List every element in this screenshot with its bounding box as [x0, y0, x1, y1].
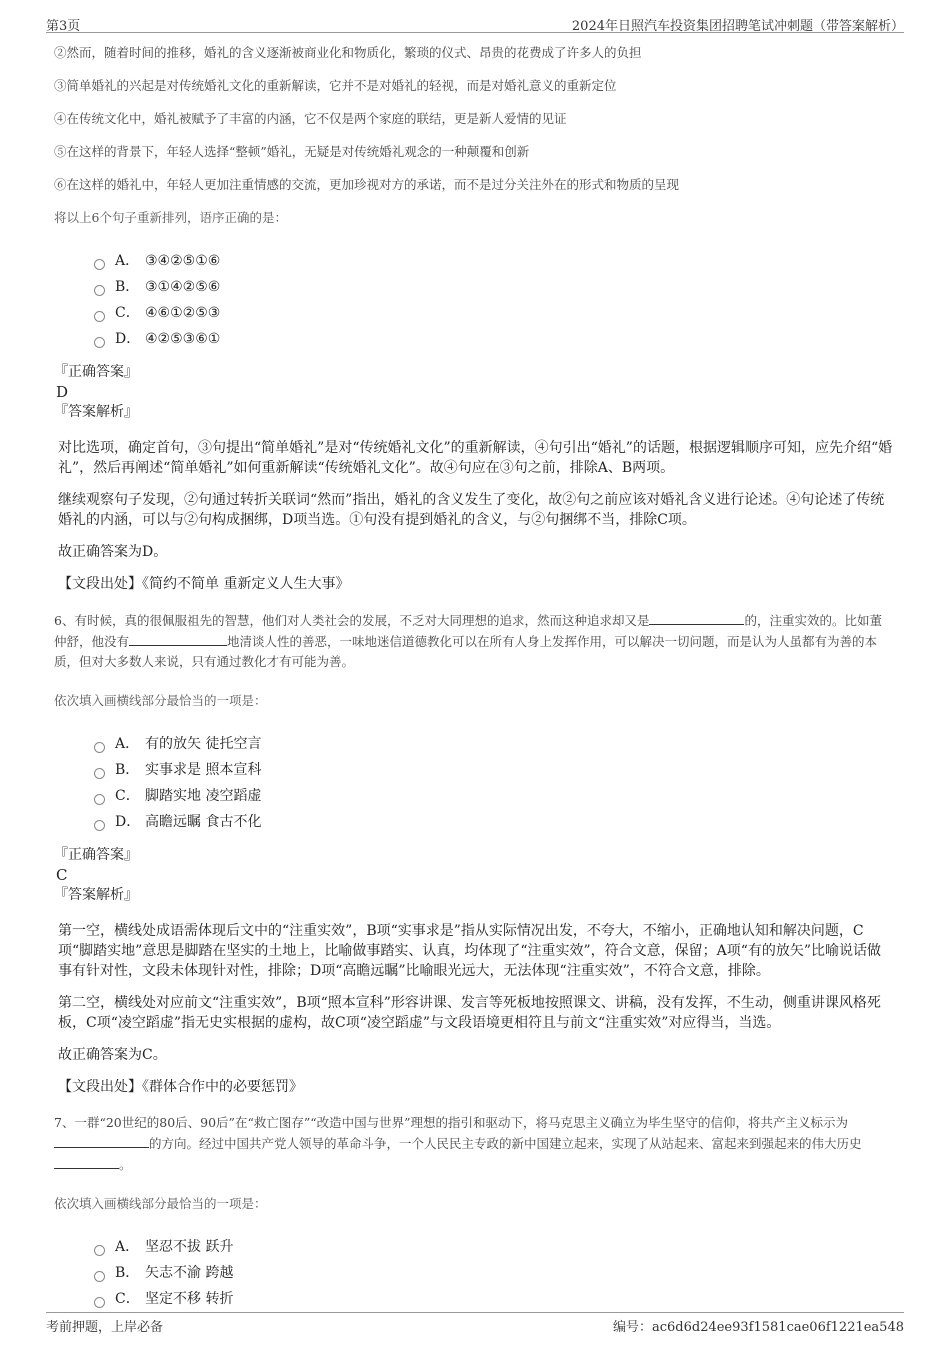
option-a[interactable]: A． 有的放矢 徒托空言 [94, 731, 894, 757]
blank-line [54, 1133, 149, 1148]
analysis-label: 『答案解析』 [54, 404, 138, 420]
analysis-paragraph: 第二空，横线处对应前文“注重实效”，B项“照本宣科”形容讲课、发言等死板地按照课文、讲稿，没有发挥，不生动，侧重讲课风格死板，C项“凌空蹈虚”指无史实根据的虚构，故C项“凌空蹈虚”与文段语境更相符且与前文“注重实效”对应得当，当选。 [58, 995, 881, 1031]
radio-icon[interactable] [94, 1245, 105, 1256]
analysis-conclusion: 故正确答案为D。 [58, 544, 168, 560]
radio-icon[interactable] [94, 1271, 105, 1282]
document-id: 编号：ac6d6d24ee93f1581cae06f1221ea548 [612, 1320, 904, 1335]
blank-line [54, 1154, 119, 1169]
option-b[interactable]: B． ③①④②⑤⑥ [94, 274, 894, 300]
option-d[interactable]: D． ④②⑤③⑥① [94, 326, 894, 352]
option-b[interactable]: B． 实事求是 照本宣科 [94, 757, 894, 783]
sentence-2: ②然而，随着时间的推移，婚礼的含义逐渐被商业化和物质化，繁琐的仪式、昂贵的花费成了许多人的负担 [54, 45, 642, 60]
question-7-text: 7、一群“20世纪的80后、90后”在“救亡图存”“改造中国与世界”理想的指引和驱动下，将马克思主义确立为毕生坚守的信仰，将共产主义标示为的方向。经过中国共产党人领导的革命斗争，一个人民民主专政的新中国建立起来，实现了从站起来、富起来到强起来的伟大历史。 [54, 1115, 862, 1172]
answer-label: 『正确答案』 [54, 364, 138, 380]
question-prompt: 依次填入画横线部分最恰当的一项是： [54, 1196, 267, 1211]
source-citation: 【文段出处】《群体合作中的必要惩罚》 [58, 1079, 303, 1095]
source-citation: 【文段出处】《简约不简单 重新定义人生大事》 [58, 576, 350, 592]
analysis-label: 『答案解析』 [54, 887, 138, 903]
analysis-paragraph: 第一空，横线处成语需体现后文中的“注重实效”，B项“实事求是”指从实际情况出发，不夸大，不缩小，正确地认知和解决问题，C项“脚踏实地”意思是脚踏在坚实的土地上，比喻做事踏实、认真，均体现了“注重实效”，符合文意，保留；A项“有的放矢”比喻说话做事有针对性，文段未体现针对性，排除；D项“高瞻远瞩”比喻眼光远大，无法体现“注重实效”，不符合文意，排除。 [58, 923, 882, 979]
option-c[interactable]: C． 脚踏实地 凌空蹈虚 [94, 783, 894, 809]
footer-slogan: 考前押题，上岸必备 [46, 1320, 164, 1335]
radio-icon[interactable] [94, 820, 105, 831]
sentence-6: ⑥在这样的婚礼中，年轻人更加注重情感的交流，更加珍视对方的承诺，而不是过分关注外在的形式和物质的呈现 [54, 177, 680, 192]
radio-icon[interactable] [94, 285, 105, 296]
option-c[interactable]: C． 坚定不移 转折 [94, 1286, 894, 1312]
radio-icon[interactable] [94, 311, 105, 322]
question-prompt: 将以上6个句子重新排列，语序正确的是： [54, 210, 287, 225]
blank-line [129, 631, 227, 646]
answer-label: 『正确答案』 [54, 847, 138, 863]
radio-icon[interactable] [94, 794, 105, 805]
document-title: 2024年日照汽车投资集团招聘笔试冲刺题（带答案解析） [571, 19, 904, 34]
answer-value: C [56, 866, 68, 884]
option-a[interactable]: A． ③④②⑤①⑥ [94, 248, 894, 274]
page-footer [46, 1312, 904, 1335]
options-group [94, 1234, 894, 1312]
option-d[interactable]: D． 高瞻远瞩 食古不化 [94, 809, 894, 835]
radio-icon[interactable] [94, 1297, 105, 1308]
sentence-4: ④在传统文化中，婚礼被赋予了丰富的内涵，它不仅是两个家庭的联结，更是新人爱情的见证 [54, 111, 567, 126]
answer-value: D [56, 383, 69, 401]
radio-icon[interactable] [94, 259, 105, 270]
option-a[interactable]: A． 坚忍不拔 跃升 [94, 1234, 894, 1260]
analysis-conclusion: 故正确答案为C。 [58, 1047, 167, 1063]
page-number: 第3页 [46, 19, 81, 34]
radio-icon[interactable] [94, 742, 105, 753]
radio-icon[interactable] [94, 768, 105, 779]
blank-line [649, 610, 744, 625]
sentence-3: ③简单婚礼的兴起是对传统婚礼文化的重新解读，它并不是对婚礼的轻视，而是对婚礼意义的重新定位 [54, 78, 617, 93]
analysis-paragraph: 对比选项，确定首句，③句提出“简单婚礼”是对“传统婚礼文化”的重新解读，④句引出“婚礼”的话题，根据逻辑顺序可知，应先介绍“婚礼”，然后再阐述“简单婚礼”如何重新解读“传统婚礼文化”。故④句应在③句之前，排除A、B两项。 [58, 440, 893, 476]
analysis-paragraph: 继续观察句子发现，②句通过转折关联词“然而”指出，婚礼的含义发生了变化，故②句之前应该对婚礼含义进行论述。④句论述了传统婚礼的内涵，可以与②句构成捆绑，D项当选。①句没有提到婚礼的含义，与②句捆绑不当，排除C项。 [58, 492, 885, 528]
question-6-text: 6、有时候，真的很佩服祖先的智慧，他们对人类社会的发展，不乏对大同理想的追求，然而这种追求却又是 的，注重实效的。比如董仲舒，他没有 地清谈人性的善恶，一味地迷信道德教化可以在所有人身上发挥作用，可以解决一切问题，而是认为人虽都有为善的本质，但对大多数人来说，只有通过教化才有可能为善。 [54, 610, 894, 672]
radio-icon[interactable] [94, 337, 105, 348]
document-body [54, 44, 894, 1322]
options-group [94, 248, 894, 352]
options-group [94, 731, 894, 835]
option-b[interactable]: B． 矢志不渝 跨越 [94, 1260, 894, 1286]
page-header [46, 12, 904, 33]
sentence-5: ⑤在这样的背景下，年轻人选择“整顿”婚礼，无疑是对传统婚礼观念的一种颠覆和创新 [54, 144, 530, 159]
option-c[interactable]: C． ④⑥①②⑤③ [94, 300, 894, 326]
question-prompt: 依次填入画横线部分最恰当的一项是： [54, 693, 267, 708]
